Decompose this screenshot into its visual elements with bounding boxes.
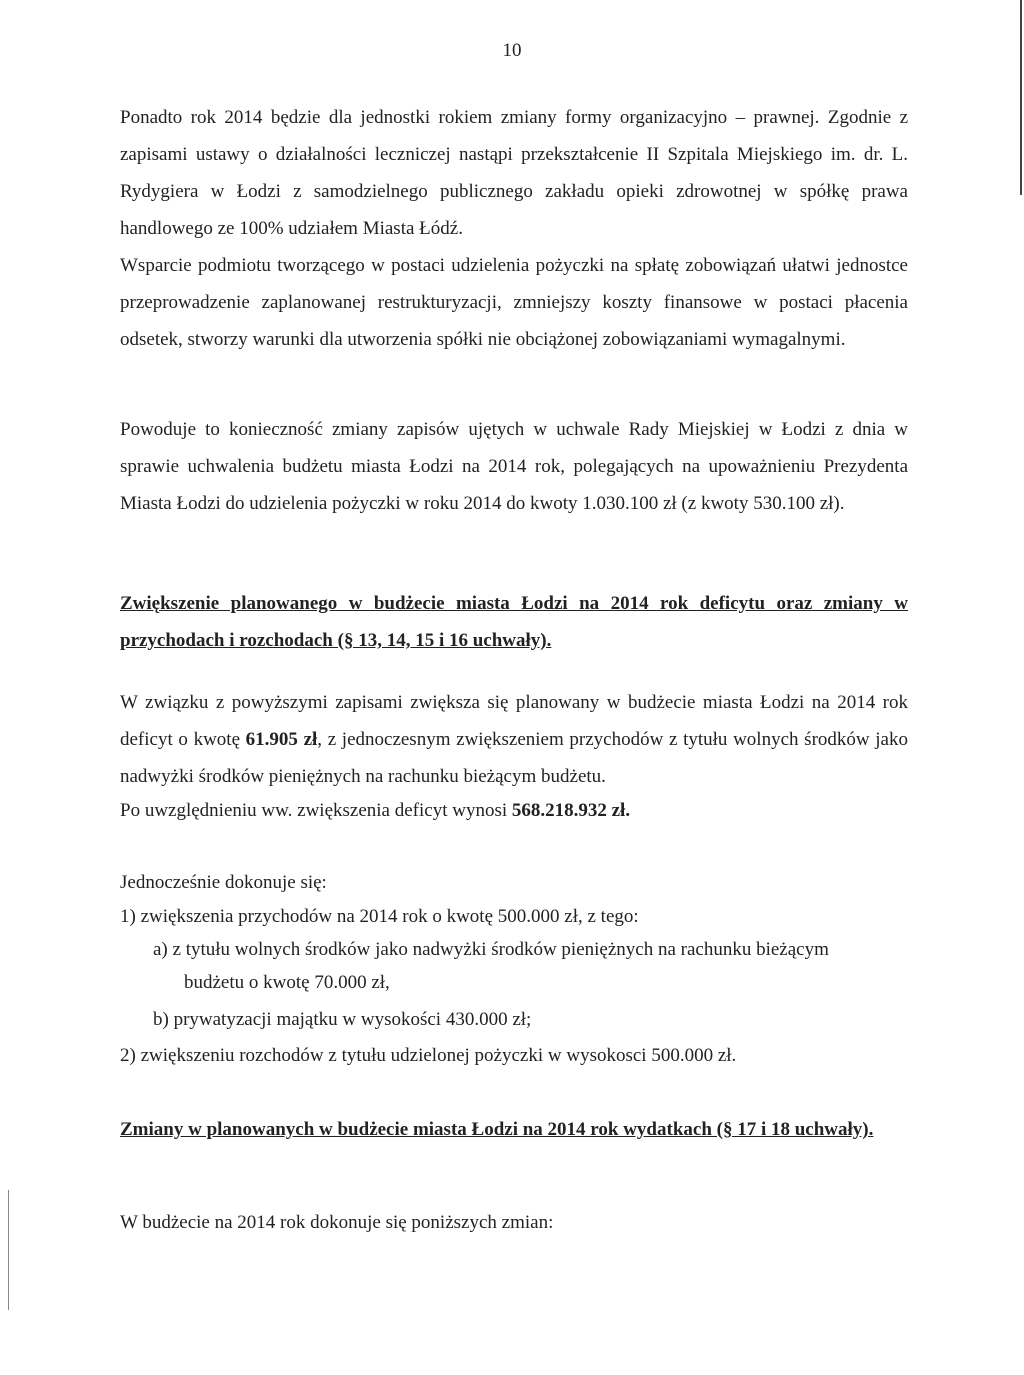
deficit-increase-amount: 61.905 zł: [245, 729, 318, 750]
paragraph-reorganization: [120, 99, 908, 247]
deficit-total-amount: 568.218.932 zł.: [511, 800, 631, 821]
paragraph-simultaneously: Jednocześnie dokonuje się:: [120, 872, 327, 893]
list-item-1a: a) z tytułu wolnych środków jako nadwyżki środków pieniężnych na rachunku bieżącym: [153, 939, 829, 960]
list-item-2: 2) zwiększeniu rozchodów z tytułu udzielonej pożyczki w wysokosci 500.000 zł.: [120, 1045, 737, 1066]
paragraph-text: Powoduje to konieczność zmiany zapisów ujętych w uchwale Rady Miejskiej w Łodzi z dnia w sprawie uchwalenia budżetu miasta Łodzi na 2014 rok, polegających na upoważnieniu Prezydenta Miasta Łodzi do udzielenia pożyczki w roku 2014 do kwoty 1.030.100 zł (z kwoty 530.100 zł).: [120, 419, 908, 514]
paragraph-deficit-total: [120, 800, 630, 822]
scan-edge-mark: [8, 1190, 9, 1310]
paragraph-text: [120, 684, 908, 795]
paragraph-loan-support: [120, 247, 908, 358]
list-item-1: 1) zwiększenia przychodów na 2014 rok o kwotę 500.000 zł, z tego:: [120, 906, 639, 927]
paragraph-text: Ponadto rok 2014 będzie dla jednostki rokiem zmiany formy organizacyjno – prawnej. Zgodnie z zapisami ustawy o działalności leczniczej nastąpi przekształcenie II Szpitala Miejskiego im. dr. L. Rydygiera w Łodzi z samodzielnego publicznego zakładu opieki zdrowotnej w spółkę prawa handlowego ze 100% udziałem Miasta Łódź.: [120, 107, 908, 239]
paragraph-deficit-increase: [120, 684, 908, 795]
paragraph-changes-intro: W budżecie na 2014 rok dokonuje się poniższych zmian:: [120, 1212, 554, 1233]
paragraph-text: Wsparcie podmiotu tworzącego w postaci udzielenia pożyczki na spłatę zobowiązań ułatwi jednostce przeprowadzenie zaplanowanej restrukturyzacji, zmniejszy koszty finansowe w postaci płacenia odsetek, stworzy warunki dla utworzenia spółki nie obciążonej zobowiązaniami wymagalnymi.: [120, 255, 908, 350]
page-number: 10: [502, 40, 522, 61]
paragraph-text-part: Po uwzględnieniu ww. zwiększenia deficyt wynosi: [120, 800, 512, 821]
list-item-1b: b) prywatyzacji majątku w wysokości 430.000 zł;: [153, 1009, 532, 1030]
list-item-1a-continued: budżetu o kwotę 70.000 zł,: [184, 972, 390, 993]
scan-edge-mark: [1020, 0, 1022, 195]
paragraph-text-part: , z jednoczesnym zwiększeniem przychodów z tytułu wolnych środków jako nadwyżki środków pieniężnych na rachunku bieżącym budżetu.: [120, 729, 908, 787]
section-heading-expenditures: Zmiany w planowanych w budżecie miasta Łodzi na 2014 rok wydatkach (§ 17 i 18 uchwały).: [120, 1119, 874, 1140]
paragraph-resolution-change: [120, 411, 908, 522]
section-heading-deficit: Zwiększenie planowanego w budżecie miasta Łodzi na 2014 rok deficytu oraz zmiany w przychodach i rozchodach (§ 13, 14, 15 i 16 uchwały).: [120, 593, 908, 651]
paragraph-text-part: W związku z powyższymi zapisami zwiększa się planowany w budżecie miasta Łodzi na 2014 rok deficyt o kwotę: [120, 692, 908, 750]
